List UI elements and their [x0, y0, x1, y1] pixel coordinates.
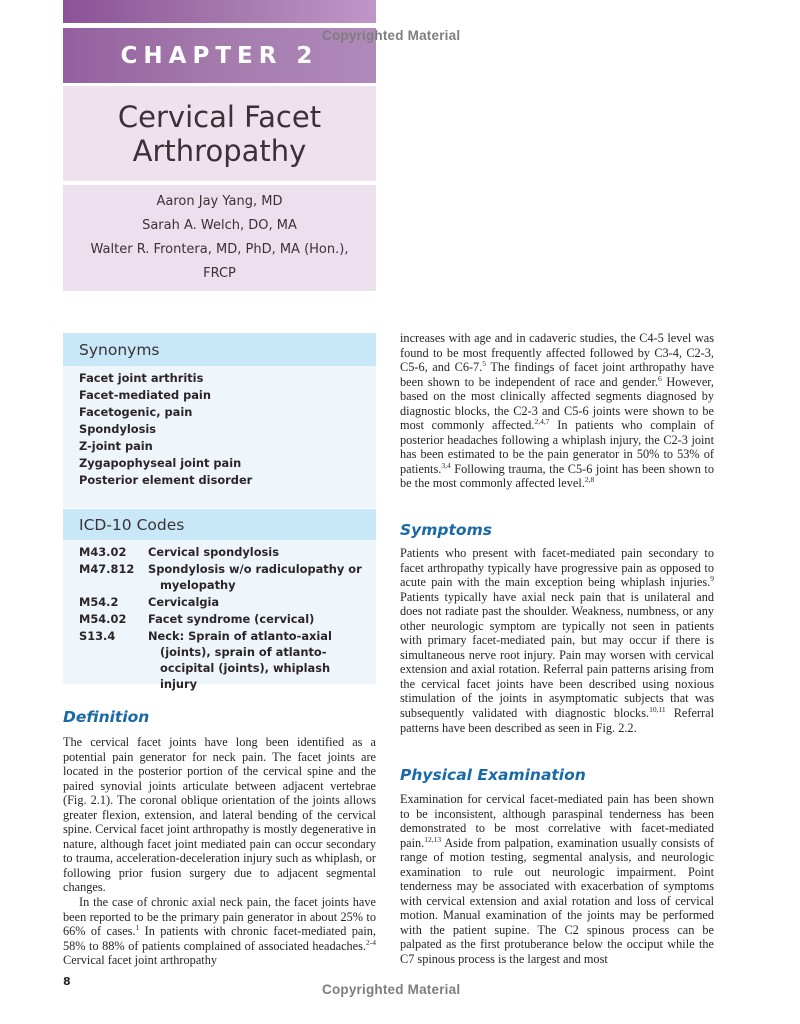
synonym-item: Spondylosis	[79, 422, 157, 436]
text-run: In patients with chronic facet-mediated pain, 58% to 88% of patients complained of associated headaches.	[63, 924, 377, 953]
icd10-desc: Neck: Sprain of atlanto-axial (joints), sprain of atlanto-occipital (joints), whiplash injury	[148, 629, 332, 691]
physical-exam-heading: Physical Examination	[400, 766, 586, 784]
text-run: Cervical facet joint arthropathy	[63, 953, 217, 968]
icd10-heading: ICD-10 Codes	[63, 509, 376, 540]
definition-paragraph-2	[63, 895, 376, 968]
citation: 10,11	[649, 705, 666, 715]
text-run: In patients who complain of posterior headaches following a whiplash injury, the C2-3 joint has been estimated to be the pain generator in 50% to 53% of patients.	[400, 418, 714, 476]
text-run: Examination for cervical facet-mediated pain has been shown to be inconsistent, although paraspinal tenderness has been demonstrated to be most correlative with facet-mediated pain.	[400, 792, 714, 850]
symptoms-body	[400, 546, 714, 735]
decorative-top-band	[63, 0, 376, 23]
icd10-code: M43.02	[79, 545, 127, 559]
watermark-bottom: Copyrighted Material	[322, 982, 461, 997]
icd10-row	[79, 628, 368, 692]
icd10-code: M54.2	[79, 595, 119, 609]
physical-exam-body	[400, 792, 714, 967]
chapter-title-box	[63, 86, 376, 181]
icd10-desc: Cervical spondylosis	[148, 545, 279, 559]
synonym-item: Posterior element disorder	[79, 473, 253, 487]
icd10-desc: Facet syndrome (cervical)	[148, 612, 315, 626]
citation: 2-4	[366, 937, 376, 947]
citation: 5	[482, 359, 487, 369]
watermark-top: Copyrighted Material	[322, 28, 461, 43]
citation: 2,8	[584, 475, 595, 485]
synonym-item: Z-joint pain	[79, 439, 153, 453]
author-3: Walter R. Frontera, MD, PhD, MA (Hon.),	[90, 242, 349, 257]
text-run: increases with age and in cadaveric studies, the C4-5 level was found to be most frequently affected followed by C3-4, C2-3, C5-6, and C6-7.	[400, 331, 714, 375]
chapter-title-line-1: Cervical Facet	[117, 99, 322, 134]
chapter-label: CHAPTER 2	[120, 42, 319, 69]
citation: 1	[135, 923, 140, 933]
authors-box	[63, 185, 376, 291]
author-3-cont: FRCP	[203, 266, 236, 281]
icd10-desc: Spondylosis w/o radiculopathy or myelopathy	[148, 562, 362, 592]
synonyms-list	[63, 366, 376, 508]
icd10-desc: Cervicalgia	[148, 595, 220, 609]
synonym-item: Zygapophyseal joint pain	[79, 456, 242, 470]
text-run: The findings of facet joint arthropathy have been shown to be independent of race and gender.	[400, 360, 714, 389]
text-run: However, based on the most clinically affected segments diagnosed by diagnostic blocks, the C2-3 and C5-6 joints were shown to be most commonly affected.	[400, 374, 714, 433]
synonym-item: Facetogenic, pain	[79, 405, 193, 419]
text-run: Referral patterns have been described as seen in Fig. 2.2.	[400, 706, 714, 735]
icd10-code: M47.812	[79, 562, 135, 576]
citation: 3,4	[441, 460, 451, 470]
icd10-code: S13.4	[79, 629, 116, 643]
text-run: Patients who present with facet-mediated pain secondary to facet arthropathy typically have progressive pain as opposed to acute pain with the main exception being whiplash injuries.	[400, 546, 714, 590]
text-run: Patients typically have axial neck pain that is unilateral and does not radiate past the shoulder. Weakness, numbness, or any other neurologic symptom are typically not seen in patients with primary facet-mediated pain, but may occur if there is simultaneous nerve root injury. Pain may worsen with cervical extension and axial rotation. Referral pain patterns arising from the cervical facet joints have been described using noxious stimulation of the joints in asymptomatic subjects that was subsequently validated with diagnostic blocks.	[400, 589, 714, 721]
page-number: 8	[63, 975, 71, 988]
text-run: Following trauma, the C5-6 joint has been shown to be the most commonly affected level.	[400, 461, 714, 491]
icd10-row	[79, 594, 368, 610]
definition-paragraph-1: The cervical facet joints have long been identified as a potential pain generator for neck pain. The facet joints are located in the posterior portion of the cervical spine and the paired synovial joints articulate between adjacent vertebrae (Fig. 2.1). The coronal oblique orientation of the joints allows greater flexion, extension, and lateral bending of the cervical spine. Cervical facet joint arthropathy is mostly degenerative in nature, although facet joint mediated pain can occur secondary to trauma, acceleration-deceleration injury such as whiplash, or following prior fusion surgery due to adjacent segmental changes.	[63, 735, 376, 895]
icd10-row	[79, 611, 368, 627]
icd10-code: M54.02	[79, 612, 127, 626]
synonyms-heading: Synonyms	[63, 333, 376, 366]
icd10-table	[63, 540, 376, 691]
citation: 9	[710, 574, 714, 584]
icd10-row	[79, 561, 368, 593]
author-2: Sarah A. Welch, DO, MA	[142, 218, 297, 233]
definition-heading: Definition	[63, 708, 150, 726]
synonym-item: Facet-mediated pain	[79, 388, 211, 402]
citation: 2,4,7	[534, 417, 550, 427]
text-run: In the case of chronic axial neck pain, the facet joints have been reported to be the primary pain generator in about 25% to 66% of cases.	[63, 895, 376, 939]
chapter-title-line-2: Arthropathy	[132, 133, 307, 168]
synonym-item: Facet joint arthritis	[79, 371, 204, 385]
citation: 6	[657, 373, 662, 383]
author-1: Aaron Jay Yang, MD	[156, 194, 283, 209]
citation: 12,13	[424, 834, 442, 844]
icd10-row	[79, 544, 368, 560]
text-run: Aside from palpation, examination usually consists of range of motion testing, segmental analysis, and neurologic examination to rule out neurologic impairment. Point tenderness may be associated with exacerbation of symptoms with cervical extension and axial rotation and loss of cervical motion. Manual examination of the joints may be performed with the patient supine. The C2 spinous process can be palpated as the first protuberance below the occiput while the C7 spinous process is the largest and most	[400, 835, 714, 967]
symptoms-heading: Symptoms	[400, 521, 492, 539]
definition-body	[63, 735, 376, 968]
continuation-paragraph	[400, 331, 714, 491]
